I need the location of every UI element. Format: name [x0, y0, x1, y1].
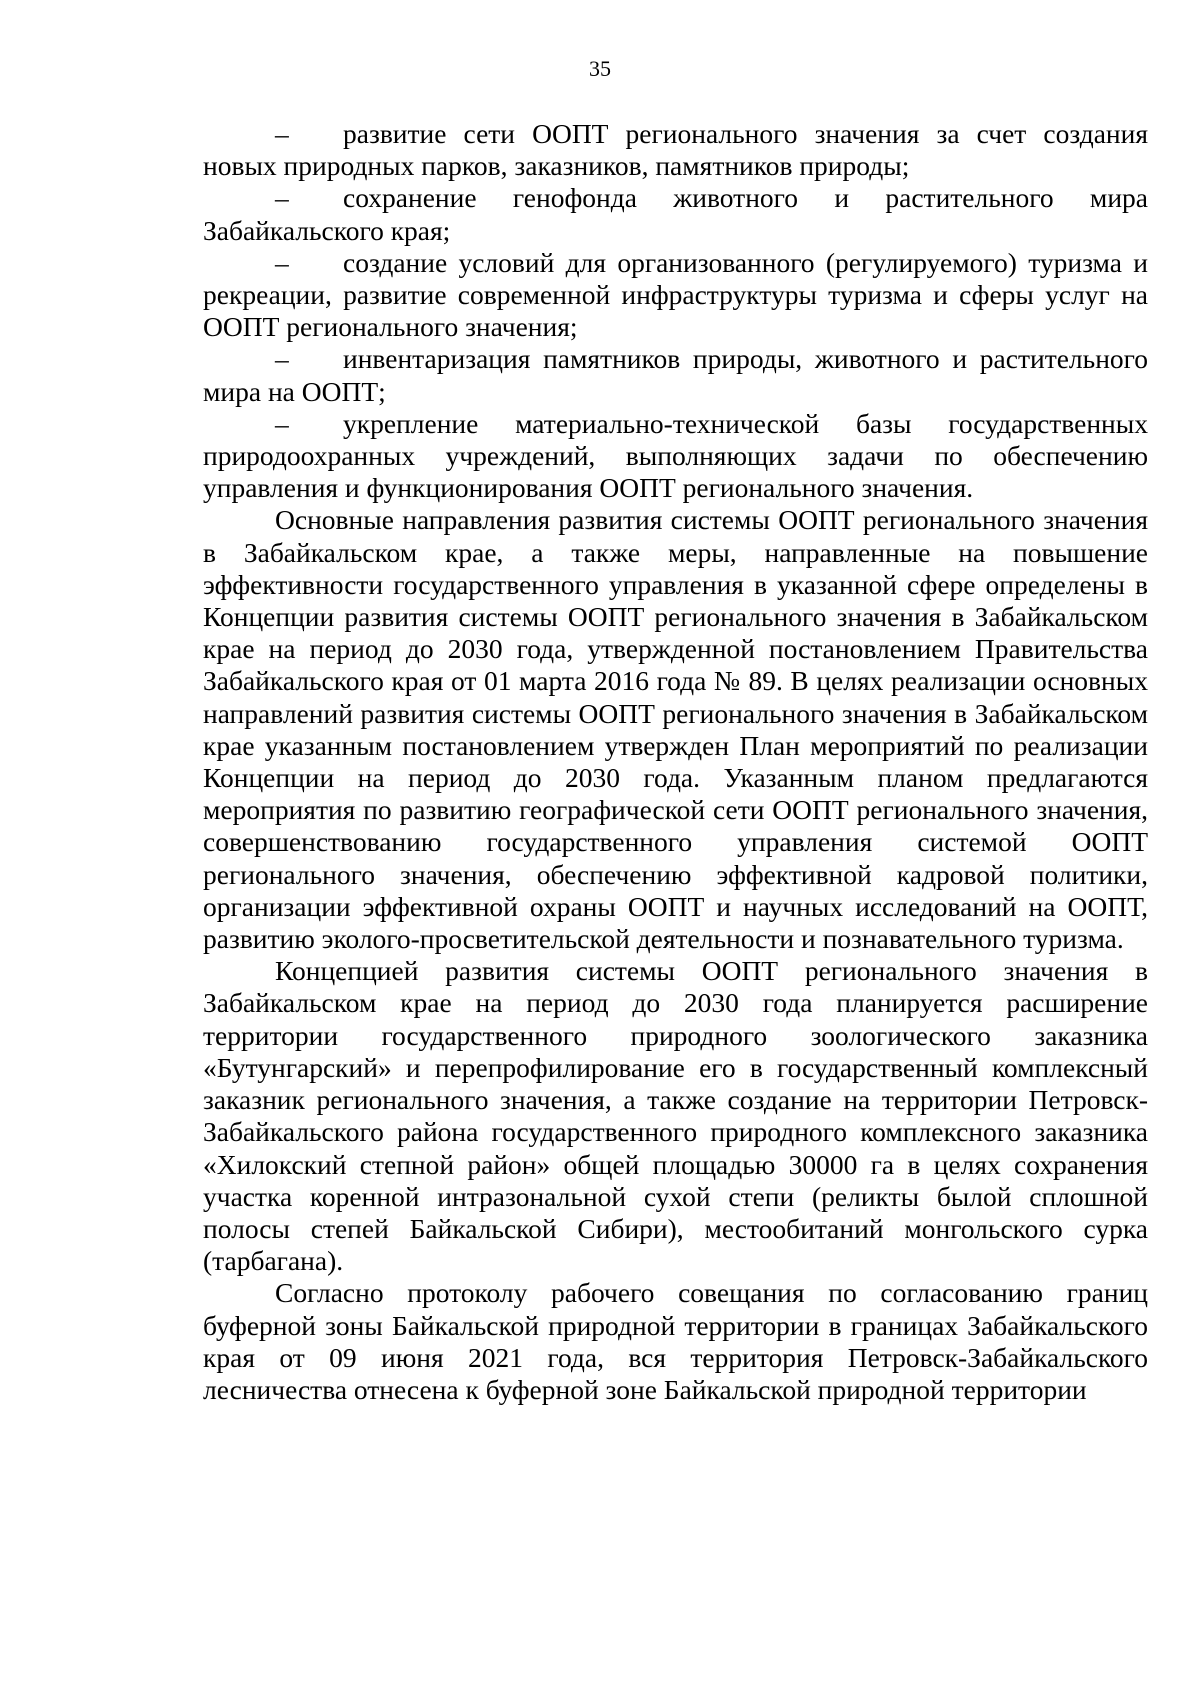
- bullet-item: [203, 118, 1148, 182]
- bullet-text: создание условий для организованного (регулируемого) туризма и рекреации, развитие современной инфраструктуры туризма и сферы услуг на ООПТ регионального значения;: [203, 246, 1148, 343]
- bullet-dash: –: [275, 246, 289, 278]
- bullet-text: сохранение генофонда животного и растительного мира Забайкальского края;: [203, 182, 1148, 246]
- bullet-dash: –: [275, 343, 289, 375]
- bullet-text: инвентаризация памятников природы, животного и растительного мира на ООПТ;: [203, 343, 1148, 407]
- bullet-text: укрепление материально-технической базы государственных природоохранных учреждений, выполняющих задачи по обеспечению управления и функционирования ООПТ регионального значения.: [203, 407, 1148, 504]
- paragraph-concept: Концепцией развития системы ООПТ регионального значения в Забайкальском крае на период до 2030 года планируется расширение территории государственного природного зоологического заказника «Бутунгарский» и перепрофилирование его в государственный комплексный заказник регионального значения, а также создание на территории Петровск-Забайкальского района государственного природного комплексного заказника «Хилокский степной район» общей площадью 30000 га в целях сохранения участка коренной интразональной сухой степи (реликты былой сплошной полосы степей Байкальской Сибири), местообитаний монгольского сурка (тарбагана).: [203, 955, 1148, 1277]
- bullet-item: [203, 408, 1148, 505]
- bullet-item: [203, 343, 1148, 407]
- bullet-item: [203, 247, 1148, 344]
- bullet-dash: –: [275, 407, 289, 439]
- document-body: [203, 118, 1148, 1406]
- page-number: 35: [589, 56, 611, 81]
- bullet-text: развитие сети ООПТ регионального значения за счет создания новых природных парков, заказников, памятников природы;: [203, 118, 1148, 182]
- paragraph-directions: Основные направления развития системы ООПТ регионального значения в Забайкальском крае, а также меры, направленные на повышение эффективности государственного управления в указанной сфере определены в Концепции развития системы ООПТ регионального значения в Забайкальском крае на период до 2030 года, утвержденной постановлением Правительства Забайкальского края от 01 марта 2016 года № 89. В целях реализации основных направлений развития системы ООПТ регионального значения в Забайкальском крае указанным постановлением утвержден План мероприятий по реализации Концепции на период до 2030 года. Указанным планом предлагаются мероприятия по развитию географической сети ООПТ регионального значения, совершенствованию государственного управления системой ООПТ регионального значения, обеспечению эффективной кадровой политики, организации эффективной охраны ООПТ и научных исследований на ООПТ, развитию эколого-просветительской деятельности и познавательного туризма.: [203, 504, 1148, 955]
- bullet-dash: –: [275, 118, 289, 149]
- paragraph-protocol: Согласно протоколу рабочего совещания по согласованию границ буферной зоны Байкальской природной территории в границах Забайкальского края от 09 июня 2021 года, вся территория Петровск-Забайкальского лесничества отнесена к буферной зоне Байкальской природной территории: [203, 1277, 1148, 1405]
- bullet-item: [203, 182, 1148, 246]
- bullet-dash: –: [275, 182, 289, 214]
